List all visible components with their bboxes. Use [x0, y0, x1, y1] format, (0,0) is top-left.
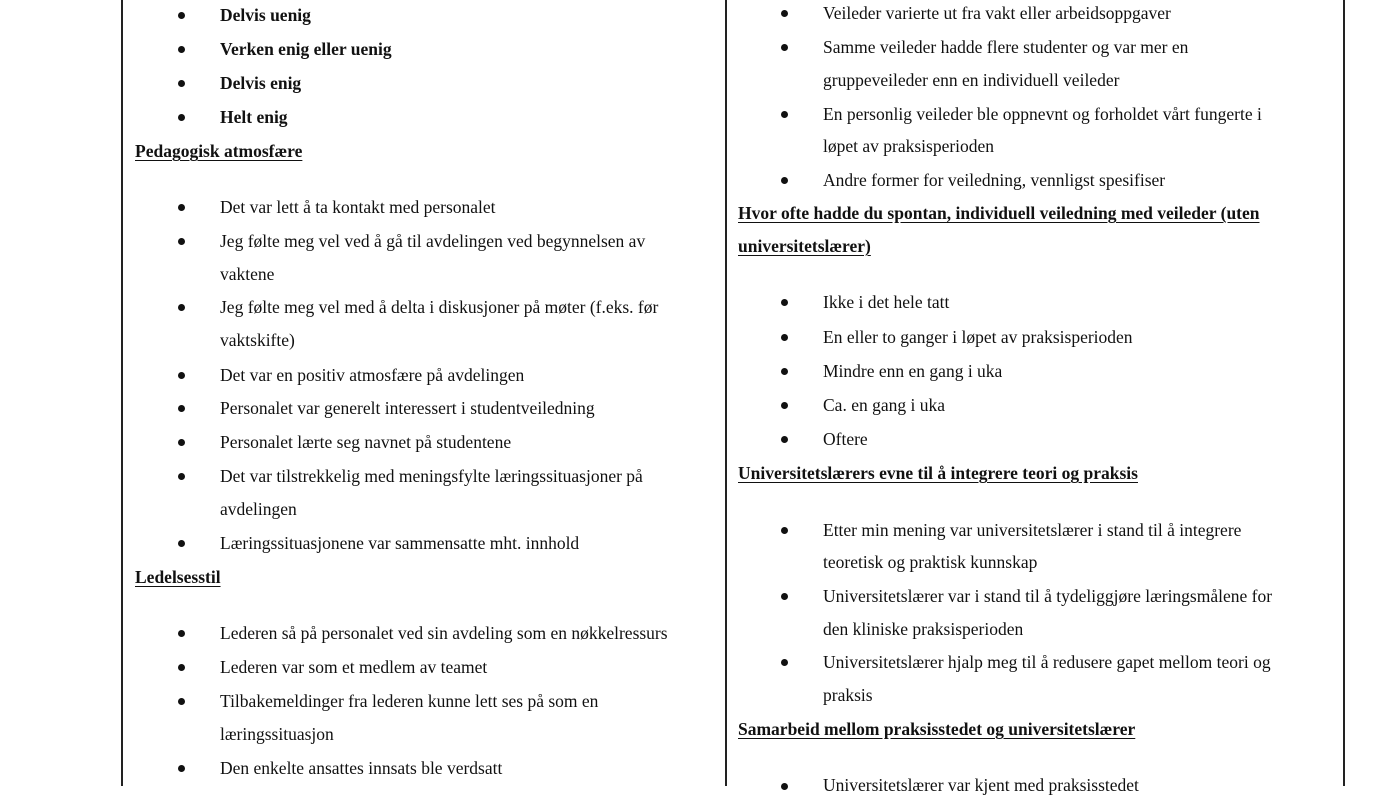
bullet-icon	[781, 368, 788, 375]
list-item-continued: teoretisk og praktisk kunnskap	[823, 552, 1038, 572]
list-item: Jeg følte meg vel med å delta i diskusjoner på møter (f.eks. før	[220, 297, 659, 317]
list-item: Ca. en gang i uka	[823, 395, 945, 415]
list-item: Samme veileder hadde flere studenter og var mer en	[823, 37, 1189, 57]
list-item: Læringssituasjonene var sammensatte mht. innhold	[220, 533, 580, 553]
list-item: Oftere	[823, 429, 868, 449]
bullet-icon	[178, 46, 185, 53]
bullet-icon	[178, 540, 185, 547]
list-item: Ikke i det hele tatt	[823, 292, 950, 312]
bullet-icon	[178, 114, 185, 121]
bullet-icon	[178, 405, 185, 412]
scale-option: Verken enig eller uenig	[220, 39, 392, 59]
section-heading: Pedagogisk atmosfære	[135, 141, 303, 161]
bullet-icon	[781, 783, 788, 790]
left-border	[121, 0, 123, 786]
bullet-icon	[781, 334, 788, 341]
list-item-continued: gruppeveileder enn en individuell veileder	[823, 70, 1120, 90]
list-item-continued: praksis	[823, 685, 873, 705]
section-heading: Universitetslærers evne til å integrere teori og praksis	[738, 463, 1138, 483]
bullet-icon	[781, 527, 788, 534]
bullet-icon	[178, 12, 185, 19]
bullet-icon	[781, 111, 788, 118]
list-item-continued: avdelingen	[220, 499, 297, 519]
list-item: Etter min mening var universitetslærer i stand til å integrere	[823, 520, 1242, 540]
column-divider	[725, 0, 727, 786]
section-heading: Samarbeid mellom praksisstedet og universitetslærer	[738, 719, 1136, 739]
list-item: En personlig veileder ble oppnevnt og forholdet vårt fungerte i	[823, 104, 1262, 124]
list-item-continued: vaktskifte)	[220, 330, 295, 350]
list-item: Den enkelte ansattes innsats ble verdsatt	[220, 758, 503, 778]
bullet-icon	[178, 204, 185, 211]
list-item: En eller to ganger i løpet av praksisperioden	[823, 327, 1133, 347]
list-item: Lederen var som et medlem av teamet	[220, 657, 488, 677]
section-heading: Ledelsesstil	[135, 567, 221, 587]
list-item: Det var tilstrekkelig med meningsfylte læringssituasjoner på	[220, 466, 643, 486]
list-item: Universitetslærer var i stand til å tydeliggjøre læringsmålene for	[823, 586, 1273, 606]
bullet-icon	[178, 630, 185, 637]
right-border	[1343, 0, 1345, 786]
list-item: Det var lett å ta kontakt med personalet	[220, 197, 496, 217]
list-item: Personalet var generelt interessert i studentveiledning	[220, 398, 595, 418]
list-item: Personalet lærte seg navnet på studentene	[220, 432, 512, 452]
list-item: Det var en positiv atmosfære på avdelingen	[220, 365, 525, 385]
bullet-icon	[178, 304, 185, 311]
list-item: Jeg følte meg vel ved å gå til avdelingen ved begynnelsen av	[220, 231, 646, 251]
bullet-icon	[781, 402, 788, 409]
bullet-icon	[178, 80, 185, 87]
bullet-icon	[178, 698, 185, 705]
list-item: Universitetslærer hjalp meg til å redusere gapet mellom teori og	[823, 652, 1271, 672]
list-item-continued: den kliniske praksisperioden	[823, 619, 1024, 639]
list-item: Lederen så på personalet ved sin avdeling som en nøkkelressurs	[220, 623, 668, 643]
bullet-icon	[178, 372, 185, 379]
list-item: Tilbakemeldinger fra lederen kunne lett ses på som en	[220, 691, 599, 711]
scale-option: Delvis uenig	[220, 5, 311, 25]
bullet-icon	[178, 238, 185, 245]
list-item: Veileder varierte ut fra vakt eller arbeidsoppgaver	[823, 3, 1171, 23]
bullet-icon	[178, 439, 185, 446]
list-item: Mindre enn en gang i uka	[823, 361, 1003, 381]
bullet-icon	[781, 299, 788, 306]
bullet-icon	[178, 473, 185, 480]
list-item: Andre former for veiledning, vennligst spesifiser	[823, 170, 1166, 190]
bullet-icon	[781, 659, 788, 666]
list-item-continued: løpet av praksisperioden	[823, 136, 995, 156]
scale-option: Helt enig	[220, 107, 288, 127]
bullet-icon	[781, 44, 788, 51]
list-item-continued: læringssituasjon	[220, 724, 334, 744]
bullet-icon	[781, 10, 788, 17]
bullet-icon	[781, 593, 788, 600]
list-item-continued: vaktene	[220, 264, 275, 284]
bullet-icon	[178, 765, 185, 772]
bullet-icon	[781, 177, 788, 184]
bullet-icon	[781, 436, 788, 443]
scale-option: Delvis enig	[220, 73, 302, 93]
section-heading-continued: universitetslærer)	[738, 236, 871, 256]
bullet-icon	[178, 664, 185, 671]
list-item: Universitetslærer var kjent med praksisstedet	[823, 775, 1139, 795]
section-heading: Hvor ofte hadde du spontan, individuell veiledning med veileder (uten	[738, 203, 1260, 223]
